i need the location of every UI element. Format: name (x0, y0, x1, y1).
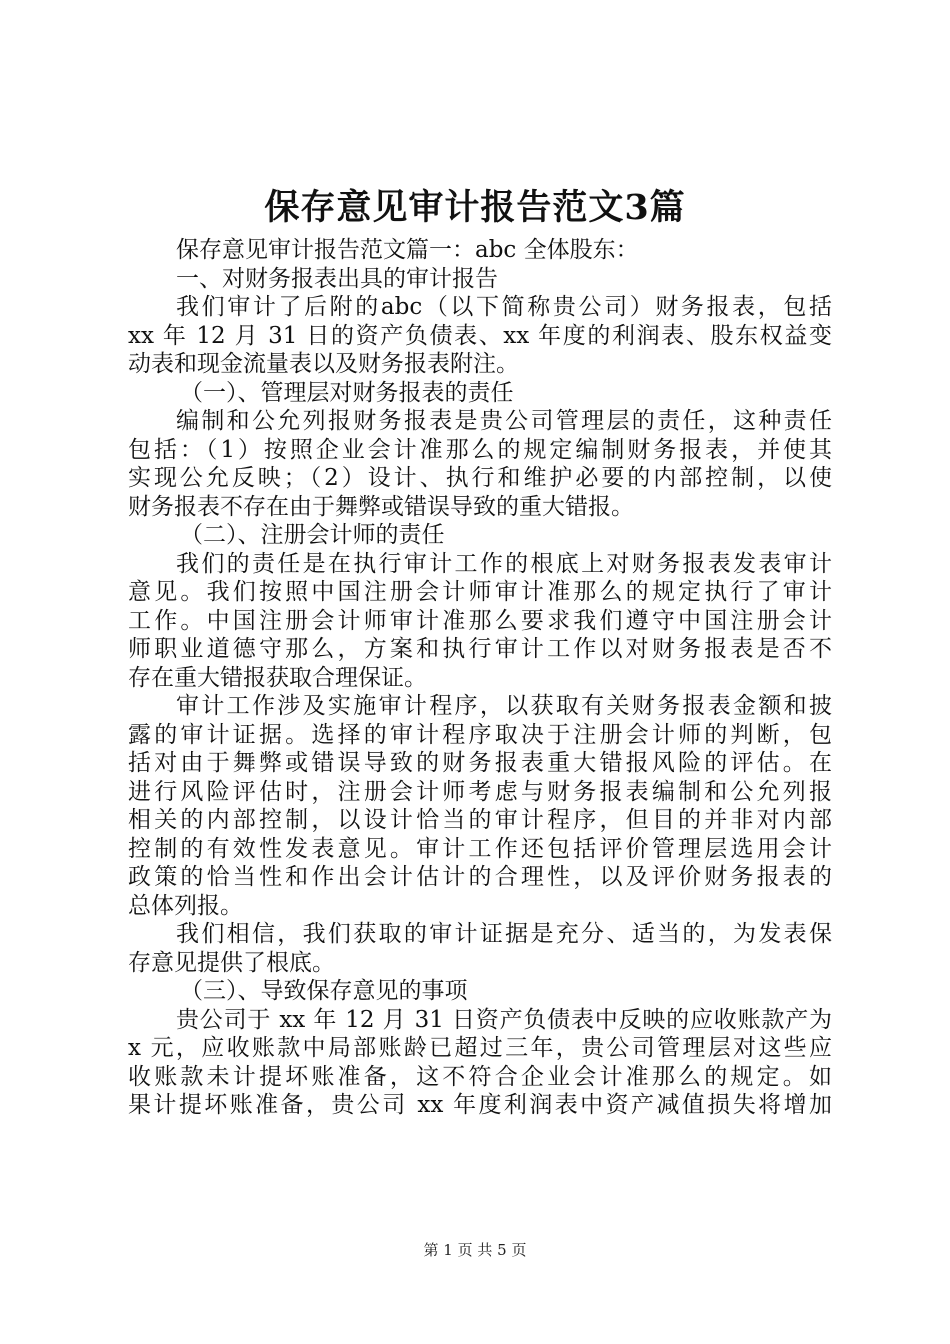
text-line: 师职业道德守那么，方案和执行审计工作以对财务报表是否不 (128, 636, 832, 662)
text-line: 审计工作涉及实施审计程序，以获取有关财务报表金额和披 (176, 693, 832, 719)
text-line: 相关的内部控制，以设计恰当的审计程序，但目的并非对内部 (128, 807, 832, 833)
text-line: 包括：（1）按照企业会计准那么的规定编制财务报表，并使其 (128, 436, 832, 463)
text-line: （三）、导致保存意见的事项 (180, 978, 468, 1004)
text-line: 露的审计证据。选择的审计程序取决于注册会计师的判断，包 (128, 721, 832, 748)
text-line: 工作。中国注册会计师审计准那么要求我们遵守中国注册会计 (128, 607, 832, 634)
text-line: 政策的恰当性和作出会计估计的合理性，以及评价财务报表的 (128, 864, 832, 890)
text-line: （二）、注册会计师的责任 (180, 522, 445, 548)
text-line: 财务报表不存在由于舞弊或错误导致的重大错报。 (128, 493, 634, 520)
text-line: x 元，应收账款中局部账龄已超过三年，贵公司管理层对这些应 (128, 1035, 832, 1061)
text-line: 收账款未计提坏账准备，这不符合企业会计准那么的规定。如 (128, 1063, 832, 1090)
text-line: 编制和公允列报财务报表是贵公司管理层的责任，这种责任 (176, 408, 832, 434)
text-line: 动表和现金流量表以及财务报表附注。 (128, 351, 519, 377)
page-number-footer: 第 1 页 共 5 页 (423, 1241, 527, 1259)
text-line: 一、对财务报表出具的审计报告 (176, 265, 498, 292)
text-line: 意见。我们按照中国注册会计师审计准那么的规定执行了审计 (128, 579, 832, 605)
text-line: 实现公允反映；（2）设计、执行和维护必要的内部控制，以使 (128, 465, 832, 491)
text-line: 我们相信，我们获取的审计证据是充分、适当的，为发表保 (176, 921, 832, 947)
text-line: 果计提坏账准备，贵公司 xx 年度利润表中资产减值损失将增加 (128, 1092, 832, 1118)
text-line: （一）、管理层对财务报表的责任 (180, 379, 514, 406)
text-line: 我们审计了后附的abc（以下简称贵公司）财务报表，包括 (176, 294, 832, 320)
text-line: 存在重大错报获取合理保证。 (128, 664, 427, 691)
text-line: xx 年 12 月 31 日的资产负债表、xx 年度的利润表、股东权益变 (128, 322, 832, 349)
text-line: 存意见提供了根底。 (128, 949, 335, 976)
text-line: 保存意见审计报告范文篇一：abc 全体股东： (176, 237, 639, 263)
text-line: 总体列报。 (128, 892, 243, 919)
text-line: 括对由于舞弊或错误导致的财务报表重大错报风险的评估。在 (128, 750, 832, 776)
text-line: 进行风险评估时，注册会计师考虑与财务报表编制和公允列报 (128, 778, 832, 805)
document-body (128, 236, 832, 1120)
text-line: 控制的有效性发表意见。审计工作还包括评价管理层选用会计 (128, 835, 832, 862)
document-title: 保存意见审计报告范文3篇 (264, 187, 686, 228)
text-line: 贵公司于 xx 年 12 月 31 日资产负债表中反映的应收账款产为 (176, 1006, 832, 1033)
text-line: 我们的责任是在执行审计工作的根底上对财务报表发表审计 (176, 550, 832, 577)
